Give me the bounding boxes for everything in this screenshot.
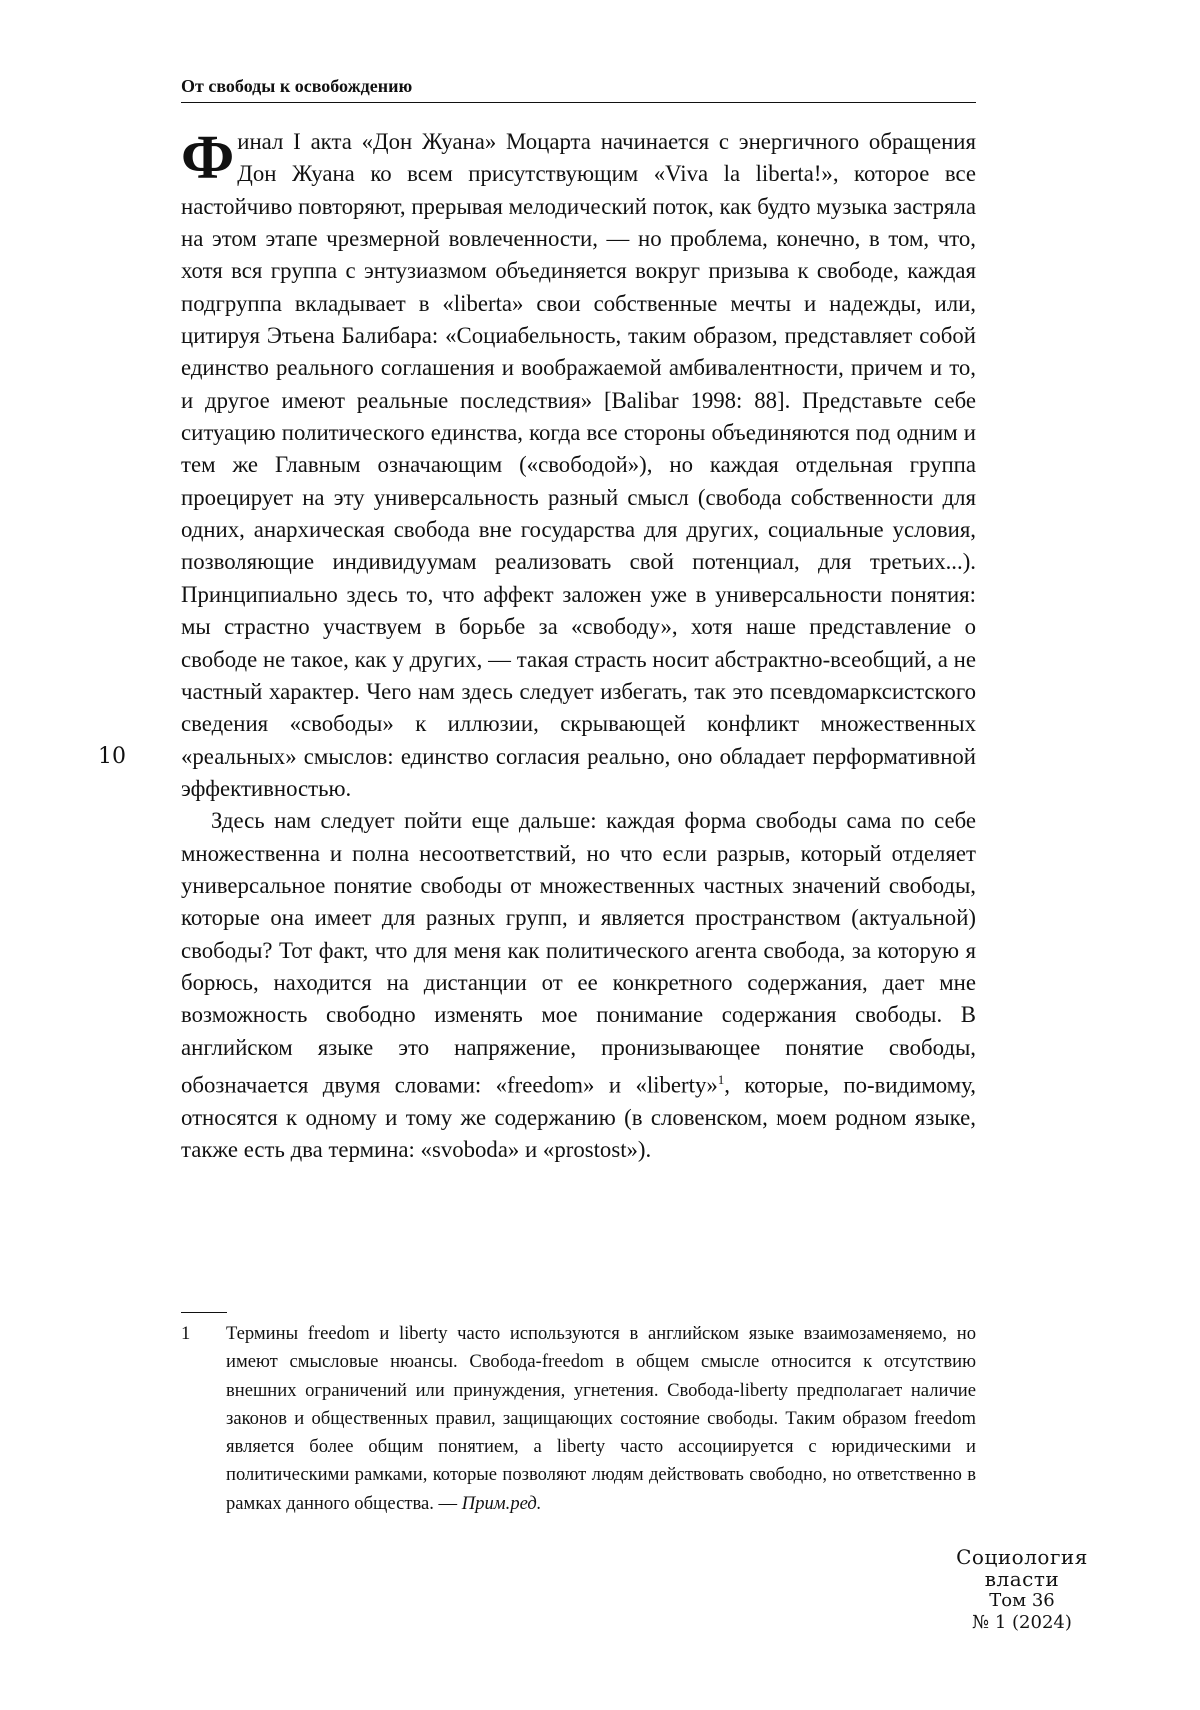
- paragraph-2-text-a: Здесь нам следует пойти еще дальше: каждая форма свободы сама по себе множественна и полна несоответствий, но что если разрыв, который отделяет универсальное понятие свободы от множественных частных значений свободы, которые она имеет для разных групп, и является пространством (актуальной) свободы? Тот факт, что для меня как политического агента свобода, за которую я борюсь, находится на дистанции от ее конкретного содержания, дает мне возможность свободно изменять мое понимание содержания свободы. В английском языке это напряжение, пронизывающее понятие свободы, обозначается двумя словами: «freedom» и «liberty»: [181, 808, 976, 1098]
- journal-volume: Том 36: [989, 1590, 1055, 1611]
- journal-title-line1: Социология: [956, 1545, 1088, 1569]
- footnote-number: 1: [181, 1323, 191, 1344]
- editor-note: Прим.ред.: [461, 1492, 542, 1514]
- paragraph-2-text-b: , которые, по-видимому, относятся к одному и тому же содержанию (в словенском, моем родном языке, также есть два термина: «svoboda» и «prostost»).: [181, 1072, 976, 1163]
- margin-page-number: 10: [98, 744, 126, 769]
- journal-issue: № 1 (2024): [972, 1612, 1072, 1633]
- footnote-text: [226, 1320, 976, 1518]
- journal-info: [922, 1546, 1122, 1634]
- journal-title-line2: власти: [984, 1567, 1060, 1591]
- paragraph-1-text: инал I акта «Дон Жуана» Моцарта начинается с энергичного обращения Дон Жуана ко всем присутствующим «Viva la liberta!», которое все настойчиво повторяют, прерывая мелодический поток, как будто музыка застряла на этом этапе чрезмерной вовлеченности, — но проблема, конечно, в том, что, хотя вся группа с энтузиазмом объединяется вокруг призыва к свободе, каждая подгруппа вкладывает в «liberta» свои собственные мечты и надежды, или, цитируя Этьена Балибара: «Социабельность, таким образом, представляет собой единство реального соглашения и воображаемой амбивалентности, причем и то, и другое имеют реальные последствия» [Balibar 1998: 88]. Представьте себе ситуацию политического единства, когда все стороны объединяются под одним и тем же Главным означающим («свободой»), но каждая отдельная группа проецирует на эту универсальность разный смысл (свобода собственности для одних, анархическая свобода вне государства для других, социальные условия, позволяющие индивидуумам реализовать свой потенциал, для третьих...). Принципиально здесь то, что аффект заложен уже в универсальности понятия: мы страстно участвуем в борьбе за «свободу», хотя наше представление о свободе не такое, как у других, — такая страсть носит абстрактно-всеобщий, а не частный характер. Чего нам здесь следует избегать, так это псевдомарксистского сведения «свободы» к иллюзии, скрывающей конфликт множественных «реальных» смыслов: единство согласия реально, оно обладает перформативной эффективностью.: [181, 129, 976, 801]
- footnote: [181, 1320, 976, 1518]
- footnote-divider: [181, 1312, 227, 1313]
- article-body: [181, 126, 976, 1167]
- drop-cap: Ф: [181, 124, 235, 192]
- paragraph-2: [181, 805, 976, 1166]
- paragraph-1: [181, 126, 976, 805]
- footnote-reference[interactable]: 1: [717, 1071, 725, 1087]
- footnote-body: Термины freedom и liberty часто используются в английском языке взаимозаменяемо, но имеют смысловые нюансы. Свобода-freedom в общем смысле относится к отсутствию внешних ограничений или принуждения, угнетения. Свобода-liberty предполагает наличие законов и общественных правил, защищающих состояние свободы. Таким образом freedom является более общим понятием, а liberty часто ассоциируется с юридическими и политическими рамками, которые позволяют людям действовать свободно, но ответственно в рамках данного общества. —: [226, 1323, 976, 1514]
- running-head: От свободы к освобождению: [181, 76, 976, 103]
